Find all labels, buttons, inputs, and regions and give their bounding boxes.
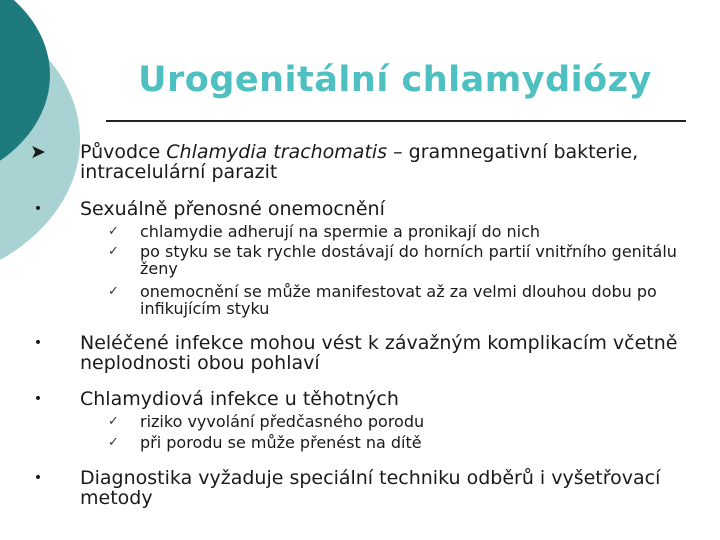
arrow-bullet-icon: ➤ bbox=[30, 141, 46, 163]
check-icon: ✓ bbox=[108, 244, 119, 259]
bullet-text: Sexuálně přenosné onemocnění bbox=[80, 198, 385, 220]
title-underline bbox=[106, 120, 686, 122]
decorative-circles bbox=[0, 0, 80, 540]
bullet-text: Původce Chlamydia trachomatis – gramnegativní bakterie, intracelulární parazit bbox=[80, 141, 639, 183]
bullet-text: Neléčené infekce mohou vést k závažným komplikacím včetně neplodnosti obou pohlaví bbox=[80, 332, 678, 374]
slide-title: Urogenitální chlamydiózy bbox=[138, 60, 652, 100]
check-icon: ✓ bbox=[108, 284, 119, 299]
dot-bullet-icon: • bbox=[33, 335, 43, 351]
bullet-text: Diagnostika vyžaduje speciální techniku odběrů i vyšetřovací metody bbox=[80, 467, 661, 509]
check-icon: ✓ bbox=[108, 435, 119, 450]
check-icon: ✓ bbox=[108, 414, 119, 429]
dot-bullet-icon: • bbox=[33, 391, 43, 407]
bullet-text: Chlamydiová infekce u těhotných bbox=[80, 388, 399, 410]
dot-bullet-icon: • bbox=[33, 470, 43, 486]
dot-bullet-icon: • bbox=[33, 201, 43, 217]
check-icon: ✓ bbox=[108, 224, 119, 239]
